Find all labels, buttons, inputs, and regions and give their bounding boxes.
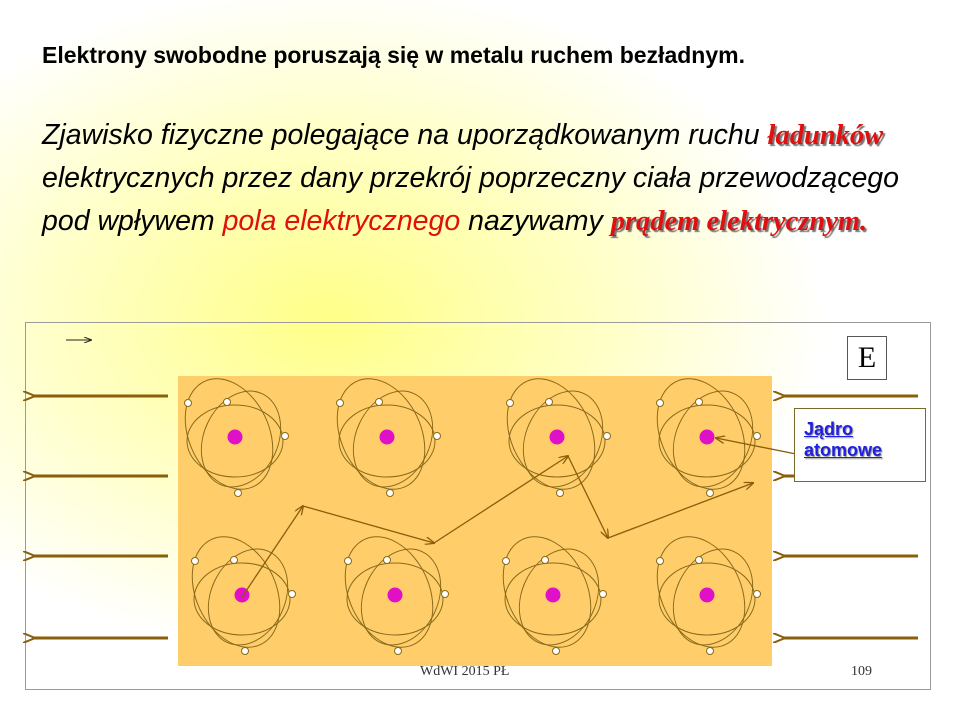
nucleus-pointer: [716, 438, 796, 454]
electron: [289, 591, 296, 598]
nucleus-label: Jądro atomowe: [794, 408, 926, 482]
nucleus: [380, 430, 395, 445]
electron: [657, 400, 664, 407]
electron: [507, 400, 514, 407]
atom: [486, 523, 613, 662]
electron: [696, 557, 703, 564]
path-segment: [608, 483, 753, 538]
atom: [490, 365, 617, 504]
electron: [546, 399, 553, 406]
atom: [640, 523, 767, 662]
electron: [384, 557, 391, 564]
definition-part-1: Zjawisko fizyczne polegające na uporządkowanym ruchu: [42, 119, 768, 151]
electron: [657, 558, 664, 565]
path-segment: [242, 506, 303, 597]
electron: [553, 648, 560, 655]
electron: [387, 490, 394, 497]
electron: [185, 400, 192, 407]
electron: [192, 558, 199, 565]
electron: [224, 399, 231, 406]
electron: [395, 648, 402, 655]
electron: [345, 558, 352, 565]
electric-current-term: prądem elektrycznym.: [610, 206, 868, 237]
electron: [707, 490, 714, 497]
electron: [542, 557, 549, 564]
electron: [337, 400, 344, 407]
atom: [175, 523, 302, 662]
electron: [235, 490, 242, 497]
nucleus: [388, 588, 403, 603]
field-label: E: [847, 336, 887, 380]
nucleus: [546, 588, 561, 603]
nucleus: [700, 588, 715, 603]
electron: [604, 433, 611, 440]
electron: [754, 591, 761, 598]
charges-term: ładunków: [767, 120, 884, 151]
atom: [328, 523, 455, 662]
electron: [242, 648, 249, 655]
footer-source: WdWI 2015 PŁ: [420, 664, 510, 679]
electron: [707, 648, 714, 655]
electron-path: [242, 456, 753, 597]
atom: [168, 365, 295, 504]
electron: [442, 591, 449, 598]
electron: [231, 557, 238, 564]
atom: [640, 365, 767, 504]
electron: [754, 433, 761, 440]
atoms: [168, 365, 767, 662]
field-arrows: [34, 396, 918, 638]
electron: [376, 399, 383, 406]
nucleus: [550, 430, 565, 445]
path-segment: [434, 456, 568, 543]
electron: [696, 399, 703, 406]
slide-heading: Elektrony swobodne poruszają się w metalu ruchem bezładnym.: [42, 42, 745, 68]
electron: [503, 558, 510, 565]
definition-part-2: elektrycznych przez dany przekrój poprzeczny ciała przewodzącego pod wpływem: [42, 162, 899, 237]
electron: [282, 433, 289, 440]
nucleus: [700, 430, 715, 445]
electron: [434, 433, 441, 440]
electron: [557, 490, 564, 497]
electric-field-term: pola elektrycznego: [222, 205, 461, 237]
nucleus: [228, 430, 243, 445]
electron: [600, 591, 607, 598]
atom: [320, 365, 447, 504]
definition-part-3: nazywamy: [460, 205, 611, 237]
page-number: 109: [851, 664, 872, 679]
